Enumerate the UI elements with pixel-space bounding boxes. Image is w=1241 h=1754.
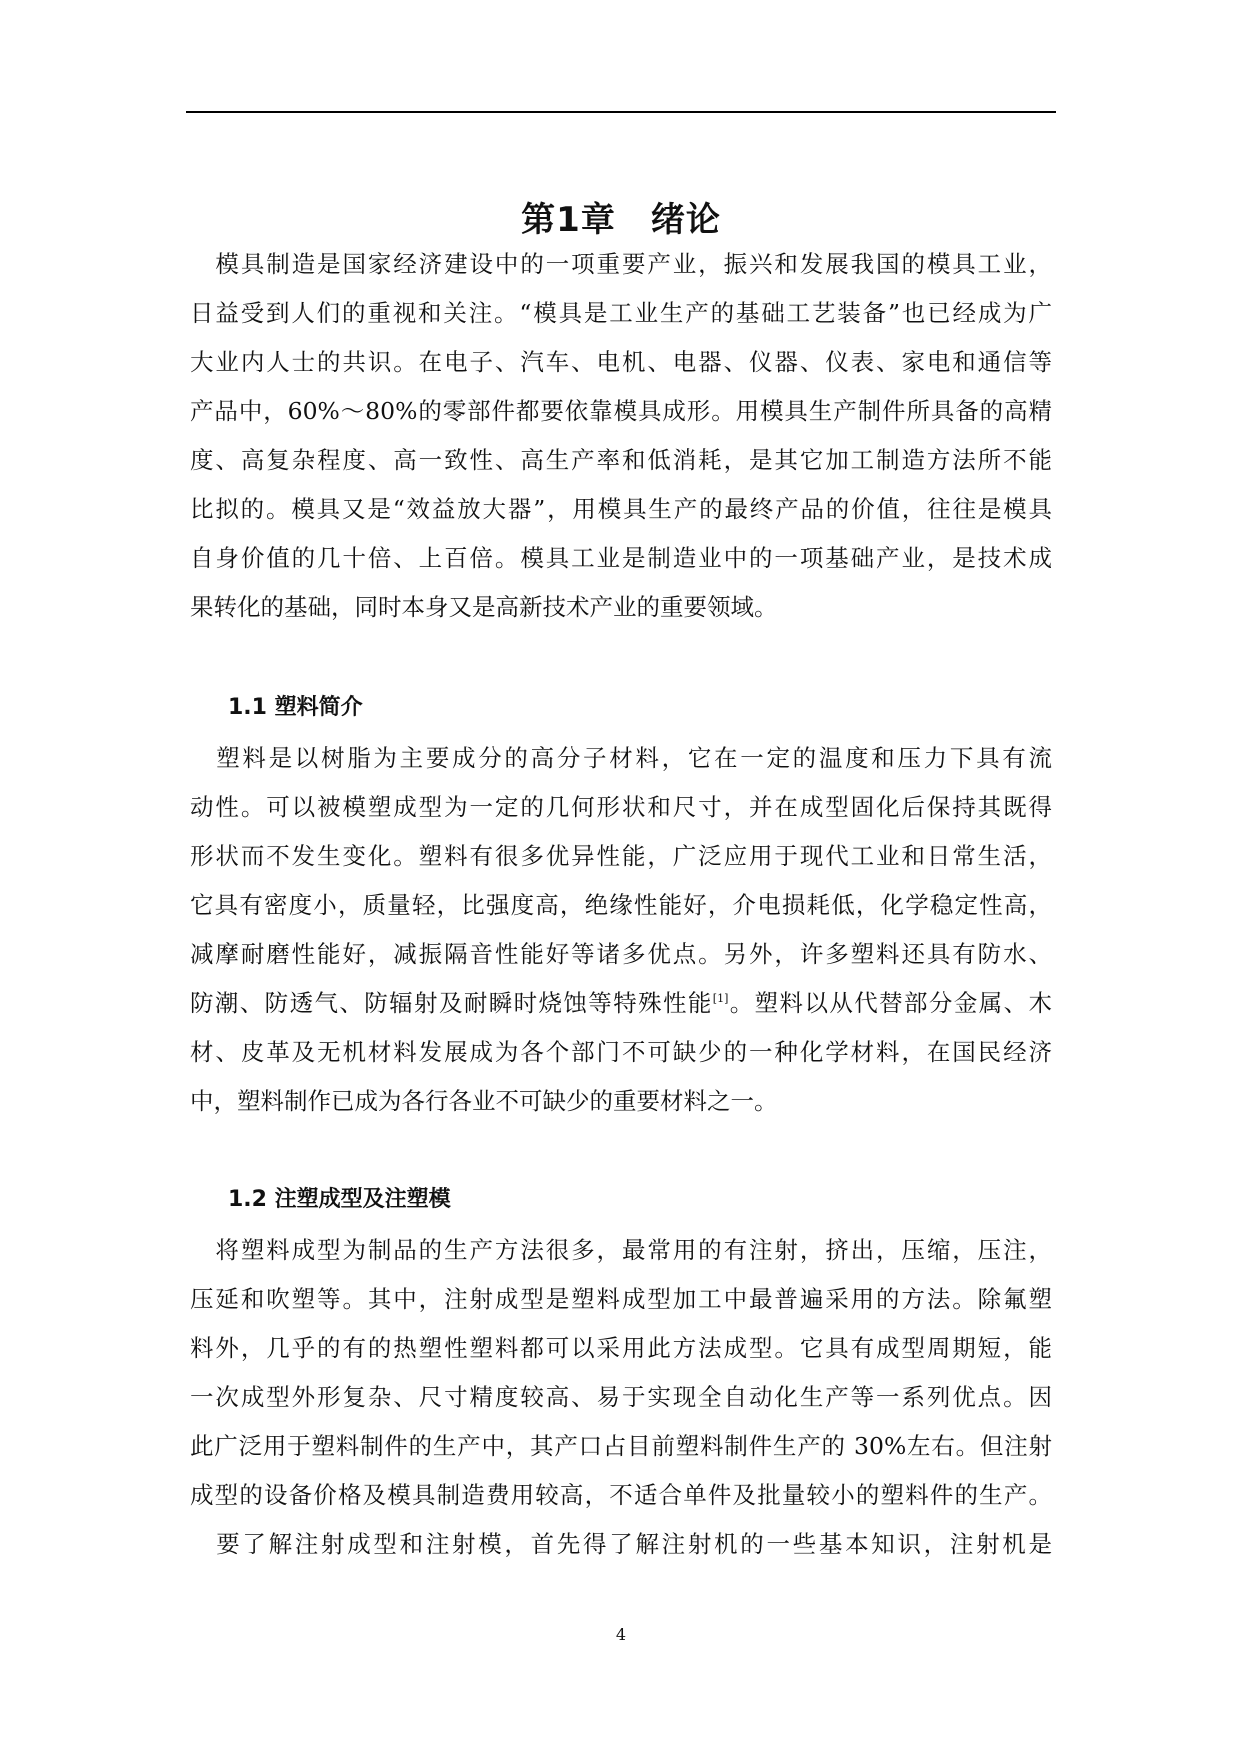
intro-line: 产品中，60%～80%的零部件都要依靠模具成形。用模具生产制件所具备的高精	[190, 397, 1052, 425]
section-1-2-line: 此广泛用于塑料制件的生产中，其产口占目前塑料制件生产的 30%左右。但注射	[190, 1432, 1052, 1460]
section-1-2-line: 压延和吹塑等。其中，注射成型是塑料成型加工中最普遍采用的方法。除氟塑	[190, 1285, 1052, 1313]
intro-paragraph	[190, 240, 1052, 632]
section-heading-1-1: 1.1 塑料简介	[228, 695, 363, 720]
section-1-2-line: 料外，几乎的有的热塑性塑料都可以采用此方法成型。它具有成型周期短，能	[190, 1334, 1052, 1362]
section-1-1-line-with-citation	[190, 979, 1052, 1028]
section-heading-1-2: 1.2 注塑成型及注塑模	[228, 1187, 451, 1212]
section-1-1-line-tail: 。塑料以从代替部分金属、木	[728, 989, 1053, 1017]
header-rule	[186, 111, 1056, 113]
section-1-1-paragraph	[190, 734, 1052, 1126]
section-1-1-line: 中，塑料制作已成为各行各业不可缺少的重要材料之一。	[190, 1087, 778, 1115]
page-number: 4	[615, 1625, 627, 1644]
intro-line: 比拟的。模具又是“效益放大器”，用模具生产的最终产品的价值，往往是模具	[190, 495, 1052, 523]
section-1-2-line: 一次成型外形复杂、尺寸精度较高、易于实现全自动化生产等一系列优点。因	[190, 1383, 1052, 1411]
section-1-2-line: 成型的设备价格及模具制造费用较高，不适合单件及批量较小的塑料件的生产。	[190, 1481, 1052, 1509]
section-1-1-line: 动性。可以被模塑成型为一定的几何形状和尺寸，并在成型固化后保持其既得	[190, 793, 1052, 821]
intro-line: 日益受到人们的重视和关注。“模具是工业生产的基础工艺装备”也已经成为广	[190, 299, 1052, 327]
section-1-1-line-head: 防潮、防透气、防辐射及耐瞬时烧蚀等特殊性能	[190, 989, 713, 1017]
section-1-2-line: 要了解注射成型和注射模，首先得了解注射机的一些基本知识，注射机是	[190, 1530, 1052, 1558]
intro-line: 自身价值的几十倍、上百倍。模具工业是制造业中的一项基础产业，是技术成	[190, 544, 1052, 572]
intro-line: 模具制造是国家经济建设中的一项重要产业，振兴和发展我国的模具工业，	[190, 250, 1052, 278]
citation-ref: [1]	[712, 992, 729, 1006]
section-1-2-paragraph	[190, 1226, 1052, 1569]
section-1-2-line: 将塑料成型为制品的生产方法很多，最常用的有注射，挤出，压缩，压注，	[190, 1236, 1052, 1264]
intro-line: 果转化的基础，同时本身又是高新技术产业的重要领域。	[190, 593, 778, 621]
section-1-1-line: 材、皮革及无机材料发展成为各个部门不可缺少的一种化学材料，在国民经济	[190, 1038, 1052, 1066]
section-1-1-line: 形状而不发生变化。塑料有很多优异性能，广泛应用于现代工业和日常生活，	[190, 842, 1052, 870]
intro-line: 大业内人士的共识。在电子、汽车、电机、电器、仪器、仪表、家电和通信等	[190, 348, 1052, 376]
chapter-title: 第1章 绪论	[521, 200, 721, 240]
section-1-1-line: 塑料是以树脂为主要成分的高分子材料，它在一定的温度和压力下具有流	[190, 744, 1052, 772]
section-1-1-line: 减摩耐磨性能好，减振隔音性能好等诸多优点。另外，许多塑料还具有防水、	[190, 940, 1052, 968]
intro-line: 度、高复杂程度、高一致性、高生产率和低消耗，是其它加工制造方法所不能	[190, 446, 1052, 474]
section-1-1-line: 它具有密度小，质量轻，比强度高，绝缘性能好，介电损耗低，化学稳定性高，	[190, 891, 1052, 919]
